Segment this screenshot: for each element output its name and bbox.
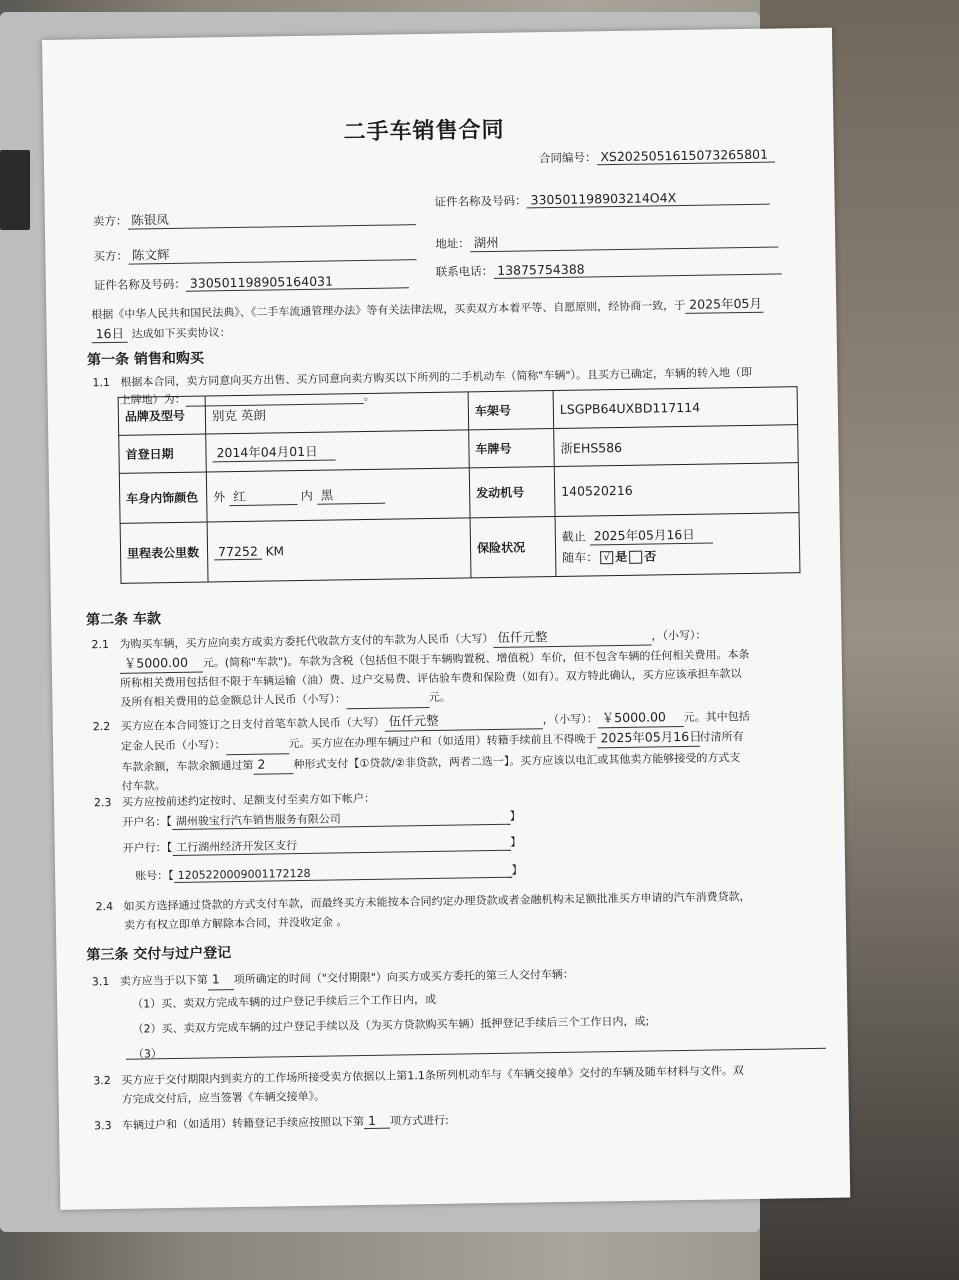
contract-number-value: XS2025051615073265801: [596, 147, 774, 166]
clause-2-2-text-a: 买方应在本合同签订之日支付首笔车款人民币（大写）: [120, 715, 385, 733]
clause-2-2-text-e: 元。买方应在办理车辆过户和（如适用）转籍手续前且不得晚于: [288, 732, 597, 751]
clause-1-1-number: 1.1: [92, 375, 110, 390]
vehicle-table: [118, 386, 801, 584]
insurance-until-value: 2025年05月16日: [590, 525, 713, 546]
clause-2-1: [91, 624, 750, 713]
buyer-id-label: 证件名称及号码：: [93, 276, 186, 293]
clause-3-2: [93, 1061, 744, 1109]
laptop-port: [0, 150, 30, 230]
account-bank-row: [123, 834, 522, 857]
clause-3-1-item1: （1）买、卖双方完成车辆的过户登记手续后三个工作日内，或: [132, 992, 437, 1011]
mileage-value: 77252: [214, 543, 262, 560]
insurance-until-prefix: 截止: [561, 529, 586, 544]
plate-value: 浙EHS586: [554, 425, 799, 467]
seller-id-value: 330501198903214O4X: [526, 189, 769, 209]
buyer-address-value: 湖州: [470, 228, 778, 252]
account-name-close: 】: [509, 809, 521, 823]
table-row: [120, 513, 800, 584]
buyer-phone-label: 联系电话：: [435, 263, 494, 279]
engine-label: 发动机号: [469, 467, 555, 518]
contract-number-label: 合同编号：: [538, 150, 597, 166]
account-number-label: 账号：【: [135, 869, 174, 883]
clause-1-1-text2: 上牌地）为：: [119, 392, 186, 407]
mileage-unit: KM: [265, 543, 284, 559]
clause-2-3-text: 买方应按前述约定按时、足额支付至卖方如下帐户：: [121, 791, 376, 809]
clause-3-3-option: 1: [364, 1113, 390, 1129]
clause-2-3: [94, 790, 375, 810]
reg-date-label: 首登日期: [119, 434, 207, 473]
account-name-row: [122, 808, 521, 831]
insurance-until: [562, 523, 793, 546]
buyer-id-value: 330501198905164031: [186, 272, 409, 292]
seller-row: [93, 206, 416, 230]
account-name-value: 湖州骏宝行汽车销售服务有限公司: [172, 808, 510, 830]
preamble-date-b: 16日: [91, 324, 128, 344]
clause-2-1-text-d: 所称相关费用包括但不限于车辆运输（油）费、过户交易费、评估验车费和保险费（如有）。双方特此确认，买方应该承担车款以: [120, 667, 742, 690]
clause-2-2-text-f: 付清所有: [699, 730, 744, 744]
clause-2-1-text-a: 为购买车辆，买方应向卖方或卖方委托代收款方支付的车款为人民币（大写）: [119, 631, 494, 651]
clause-2-3-number: 2.3: [93, 796, 112, 810]
clause-3-1-text-b: 项所确定的时间（"交付期限"）向买方或买方委托的第三人交付车辆：: [233, 967, 574, 987]
clause-3-1-item3: （3）: [132, 1047, 163, 1061]
checkbox-yes-checked[interactable]: √: [600, 551, 613, 564]
clause-3-1-number: 3.1: [91, 975, 110, 989]
seller-label: 卖方：: [92, 213, 128, 229]
clause-2-1-lower: ￥5000.00: [120, 653, 203, 674]
clause-3-1-option: 1: [208, 969, 234, 990]
clause-2-1-upper: 伍仟元整: [493, 626, 651, 648]
clause-2-2-text-i: 付车款。: [121, 779, 166, 793]
clause-3-3-text-a: 车辆过户和（如适用）转籍登记手续应按照以下第: [121, 1115, 365, 1132]
vin-label: 车架号: [468, 391, 554, 430]
brand-label: 品牌及型号: [118, 396, 206, 435]
clause-2-1-text-e: 及所有相关费用的总金额总计人民币（小写）：: [120, 692, 346, 709]
contract-number: [539, 147, 775, 167]
clause-3-1-item2: （2）买、卖双方完成车辆的过户登记手续以及（为买方贷款购买车辆）抵押登记手续后三个工作日内，或;: [132, 1014, 650, 1036]
color-outer-value: 红: [229, 486, 297, 506]
clause-2-2-method: 2: [253, 754, 293, 775]
mileage-label: 里程表公里数: [120, 522, 208, 583]
preamble-tail: 达成如下买卖协议：: [131, 326, 231, 341]
seller-id-label: 证件名称及号码：: [434, 193, 527, 209]
preamble-line1: [91, 294, 763, 324]
clause-2-2-text-g: 车款余额，车款余额通过第: [121, 758, 254, 774]
clause-1-1-end: 。: [363, 389, 375, 403]
clause-2-2-upper: 伍仟元整: [385, 709, 543, 731]
insurance-with-label: 随车：: [562, 550, 599, 565]
insurance-yes-label: 是: [615, 549, 628, 565]
clause-2-2-number: 2.2: [92, 720, 111, 734]
clause-2-2-text-c: 元。其中包括: [683, 709, 750, 725]
color-outer-prefix: 外: [213, 490, 226, 505]
clause-2-2-text-h: 种形式支付【①贷款/②非贷款，两者二选一】。买方应该以电汇或其他卖方能够接受的方式支: [293, 751, 741, 772]
clause-2-2-text-b: ，（小写）：: [542, 712, 598, 727]
clause-1-1: [92, 364, 752, 390]
color-label: 车身内饰颜色: [119, 472, 207, 523]
clause-2-2-date: 2025年05月16日: [596, 727, 699, 749]
color-inner-value: 黑: [317, 485, 385, 505]
clause-2-4-text-a: 如买方选择通过贷款的方式支付车款，而最终买方未能按本合同约定办理贷款或者金融机构未足额批准买方申请的汽车消费贷款，: [123, 889, 751, 913]
seller-name: 陈银凤: [127, 206, 415, 230]
clause-2-1-text-b: ，（小写）：: [651, 628, 707, 643]
clause-2-2-text-d: 定金人民币（小写）：: [121, 738, 226, 753]
buyer-id-row: [94, 272, 409, 293]
insurance-no-label: 否: [644, 549, 657, 564]
clause-3-1: [92, 963, 650, 1066]
account-number-value: 1205220009001172128: [174, 864, 512, 883]
buyer-address-row: [435, 228, 778, 252]
contract-paper: [42, 28, 850, 1210]
clause-3-1-text-a: 卖方应当于以下第: [119, 973, 208, 988]
clause-2-4: [95, 887, 751, 935]
preamble-text: 根据《中华人民共和国民法典》、《二手车流通管理办法》等有关法律法规，买卖双方本着平等、自愿原则，经协商一致，于: [91, 298, 686, 322]
checkbox-no[interactable]: [629, 551, 642, 564]
color-inner-prefix: 内: [300, 488, 313, 503]
account-bank-label: 开户行：【: [122, 841, 173, 855]
buyer-name: 陈文辉: [128, 241, 416, 265]
buyer-label: 买方：: [93, 248, 129, 264]
clause-1-1-text: 根据本合同，卖方同意向买方出售、买方同意向卖方购买以下所列的二手机动车（简称"车辆"）。且买方已确定，车辆的转入地（即: [120, 365, 753, 389]
vin-value: LSGPB64UXBD117114: [553, 387, 798, 429]
clause-3-3: [94, 1112, 449, 1134]
clause-3-2-text-a: 买方应于交付期限内到卖方的工作场所接受卖方依据以上第1.1条所列机动车与《车辆交接单》交付的车辆及随车材料与文件。双: [121, 1064, 744, 1087]
account-bank-close: 】: [510, 835, 522, 849]
article1-heading: 第一条 销售和购买: [86, 350, 205, 369]
clause-2-2: [93, 706, 751, 796]
clause-2-4-number: 2.4: [95, 899, 114, 914]
buyer-row: [93, 241, 416, 265]
insurance-label: 保险状况: [470, 517, 556, 578]
clause-2-1-text-c: 元。(简称"车款")。车款为含税（包括但不限于车辆购置税、增值税）车价，但不包含车辆的任何相关费用。本条: [202, 647, 750, 670]
clause-2-1-number: 2.1: [91, 638, 110, 652]
preamble-date-a: 2025年05月: [685, 294, 763, 314]
article3-heading: 第三条 交付与过户登记: [86, 945, 232, 964]
buyer-phone-row: [436, 258, 782, 279]
clause-3-2-number: 3.2: [93, 1074, 111, 1088]
clause-3-3-text-b: 项方式进行:: [389, 1113, 449, 1128]
buyer-address-label: 地址：: [435, 236, 470, 251]
account-bank-value: 工行湖州经济开发区支行: [172, 834, 510, 856]
buyer-phone-value: 13875754388: [493, 258, 781, 279]
reg-date-value: 2014年04月01日: [212, 441, 335, 462]
preamble-line2: [91, 322, 230, 343]
clause-2-2-lower: ￥5000.00: [598, 707, 684, 728]
engine-value: 140520216: [554, 463, 799, 517]
clause-2-1-text-f: 元。: [428, 690, 451, 705]
account-name-label: 开户名：【: [122, 815, 172, 829]
account-number-close: 】: [511, 863, 523, 877]
clause-3-2-text-b: 方完成交付后，应当签署《车辆交接单》。: [121, 1089, 326, 1106]
clause-3-3-number: 3.3: [93, 1119, 112, 1133]
insurance-with-car: [562, 545, 793, 566]
article2-heading: 第二条 车款: [85, 611, 162, 629]
document-title: 二手车销售合同: [343, 117, 505, 146]
seller-id-row: [434, 189, 769, 210]
plate-label: 车牌号: [469, 429, 555, 468]
account-number-row: [135, 862, 523, 884]
clause-2-4-text-b: 卖方有权立即单方解除本合同，并没收定金 。: [123, 915, 348, 932]
brand-value: 别克 英朗: [205, 392, 469, 434]
